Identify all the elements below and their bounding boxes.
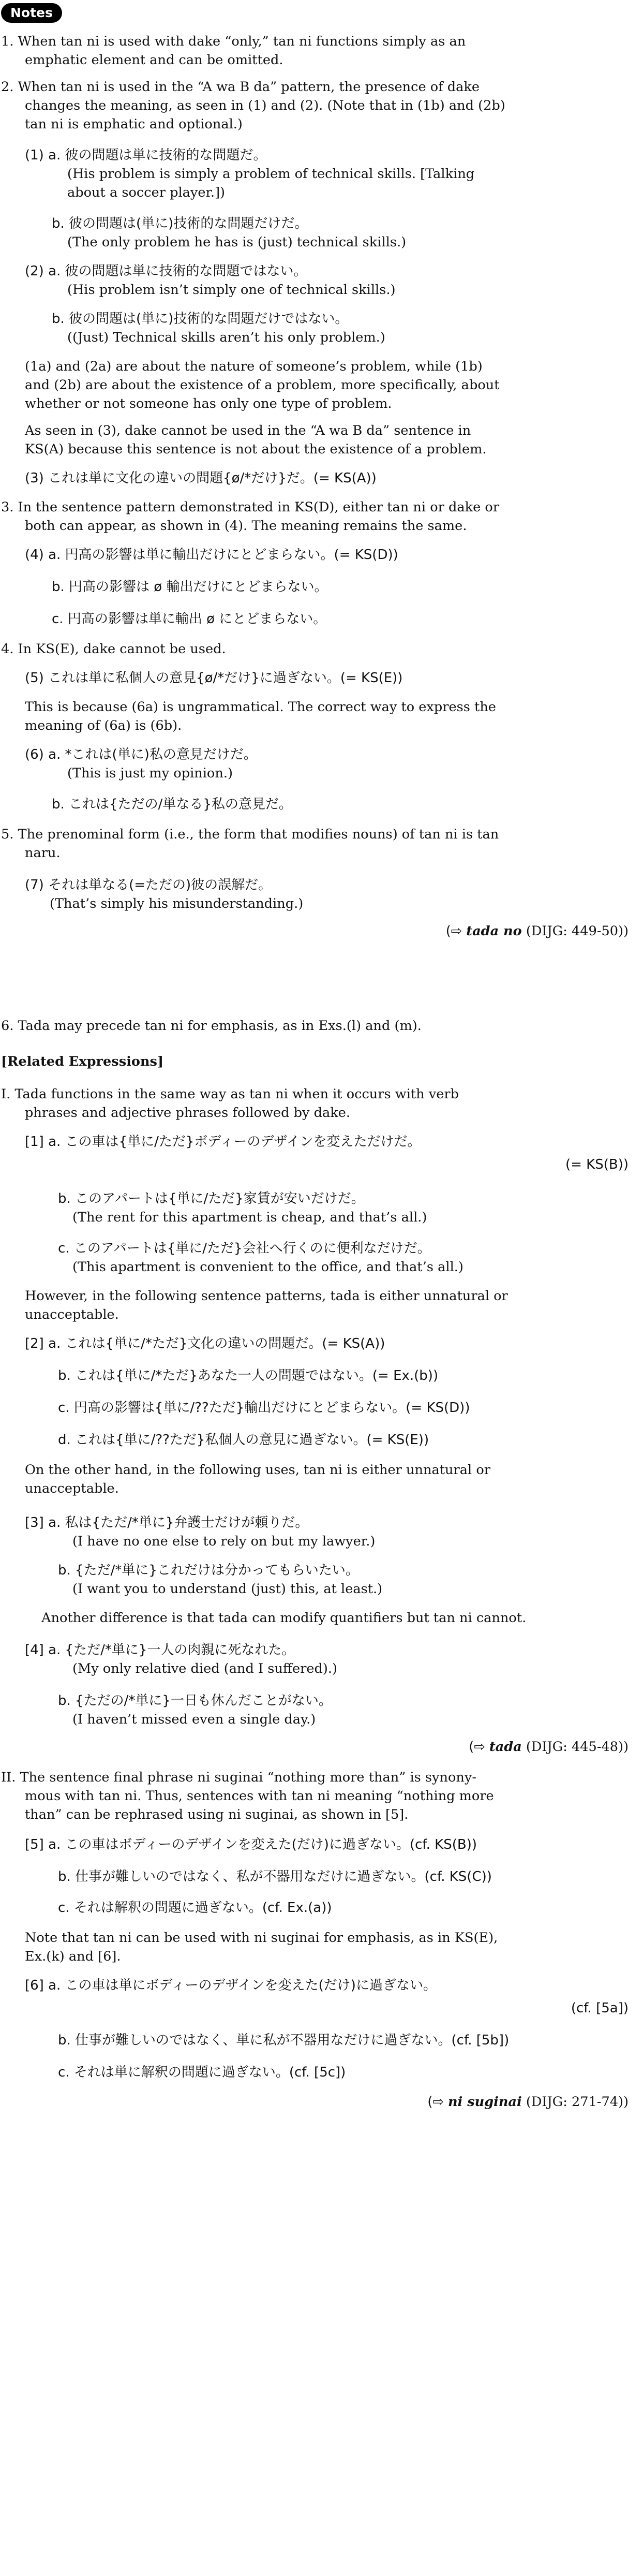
body-text-line: changes the meaning, as seen in (1) and (2). (Note that in (1b) and (2b) <box>25 98 505 113</box>
example-sentence: (cf. [5a]) <box>571 2000 629 2016</box>
example-sentence: (4) a. 円高の影響は単に輸出だけにとどまらない。(= KS(D)) <box>25 547 398 563</box>
body-text-line: (I want you to understand (just) this, at least.) <box>72 1581 383 1597</box>
example-sentence: (7) それは単なる(=ただの)彼の誤解だ。 <box>25 877 272 893</box>
example-sentence: (= KS(B)) <box>565 1157 629 1172</box>
cross-reference[interactable] <box>446 923 629 939</box>
example-sentence: b. {ただ/*単に}これだけは分かってもらいたい。 <box>58 1563 359 1578</box>
example-sentence: (1) a. 彼の問題は単に技術的な問題だ。 <box>25 148 267 163</box>
body-text-line: 3. In the sentence pattern demonstrated in KS(D), either tan ni or dake or <box>1 499 500 515</box>
body-text-line: (That’s simply his misunderstanding.) <box>50 896 304 911</box>
body-text-line: unacceptable. <box>25 1307 119 1322</box>
cross-reference[interactable] <box>427 2094 629 2110</box>
body-text-line: II. The sentence final phrase ni suginai “nothing more than” is synony- <box>1 1770 476 1785</box>
arrow-right-icon: (⇨ <box>445 923 467 939</box>
example-sentence: (6) a. *これは(単に)私の意見だけだ。 <box>25 747 257 762</box>
body-text-line: 4. In KS(E), dake cannot be used. <box>1 641 226 657</box>
cross-reference-term: ni suginai <box>447 2094 522 2110</box>
body-text-line: (This apartment is convenient to the office, and that’s all.) <box>72 1259 463 1275</box>
example-sentence: c. このアパートは{単に/ただ}会社へ行くのに便利なだけだ。 <box>58 1241 431 1256</box>
body-text-line: and (2b) are about the existence of a problem, more specifically, about <box>25 377 500 393</box>
body-text-line: As seen in (3), dake cannot be used in the “A wa B da” sentence in <box>25 423 471 438</box>
example-sentence: b. 仕事が難しいのではなく、私が不器用なだけに過ぎない。(cf. KS(C)) <box>58 1869 492 1885</box>
example-sentence: d. これは{単に/??ただ}私個人の意見に過ぎない。(= KS(E)) <box>58 1432 429 1448</box>
body-text-line: mous with tan ni. Thus, sentences with tan ni meaning “nothing more <box>25 1788 494 1804</box>
arrow-right-icon: (⇨ <box>427 2094 448 2110</box>
notes-badge: Notes <box>1 3 62 23</box>
cross-reference-source: (DIJG: 445-48)) <box>521 1739 629 1755</box>
body-text-line: However, in the following sentence patterns, tada is either unnatural or <box>25 1288 508 1304</box>
body-text-line: 6. Tada may precede tan ni for emphasis, as in Exs.(l) and (m). <box>1 1018 422 1034</box>
example-sentence: [4] a. {ただ/*単に}一人の肉親に死なれた。 <box>25 1642 295 1658</box>
example-sentence: [1] a. この車は{単に/ただ}ボディーのデザインを変えただけだ。 <box>25 1134 421 1150</box>
example-sentence: b. 仕事が難しいのではなく、単に私が不器用なだけに過ぎない。(cf. [5b]) <box>58 2033 510 2048</box>
example-sentence: c. 円高の影響は単に輸出 ø にとどまらない。 <box>52 611 327 627</box>
example-sentence: (3) これは単に文化の違いの問題{ø/*だけ}だ。(= KS(A)) <box>25 470 377 486</box>
example-sentence: [2] a. これは{単に/*ただ}文化の違いの問題だ。(= KS(A)) <box>25 1336 385 1351</box>
body-text-line: I. Tada functions in the same way as tan ni when it occurs with verb <box>1 1086 459 1102</box>
body-text-line: about a soccer player.]) <box>67 185 226 200</box>
body-text-line: both can appear, as shown in (4). The meaning remains the same. <box>25 518 467 534</box>
body-text-line: whether or not someone has only one type of problem. <box>25 396 392 411</box>
body-text-line: tan ni is emphatic and optional.) <box>25 116 243 132</box>
example-sentence: [3] a. 私は{ただ/*単に}弁護士だけが頼りだ。 <box>25 1515 309 1530</box>
body-text-line: ((Just) Technical skills aren’t his only problem.) <box>67 330 385 345</box>
body-text-line: (1a) and (2a) are about the nature of someone’s problem, while (1b) <box>25 359 483 374</box>
example-sentence: [5] a. この車はボディーのデザインを変えた(だけ)に過ぎない。(cf. KS(B)) <box>25 1837 477 1852</box>
body-text-line: On the other hand, in the following uses, tan ni is either unnatural or <box>25 1462 490 1478</box>
body-text-line: Ex.(k) and [6]. <box>25 1949 121 1964</box>
body-text-line: meaning of (6a) is (6b). <box>25 718 182 733</box>
body-text-line: (His problem isn’t simply one of technical skills.) <box>67 282 396 298</box>
body-text-line: 1. When tan ni is used with dake “only,” tan ni functions simply as an <box>1 34 466 49</box>
body-text-line: phrases and adjective phrases followed by dake. <box>25 1105 350 1121</box>
body-text-line: (I have no one else to rely on but my lawyer.) <box>72 1534 376 1549</box>
arrow-right-icon: (⇨ <box>469 1739 489 1755</box>
body-text-line: Another difference is that tada can modify quantifiers but tan ni cannot. <box>41 1610 527 1626</box>
example-sentence: (5) これは単に私個人の意見{ø/*だけ}に過ぎない。(= KS(E)) <box>25 670 403 686</box>
cross-reference[interactable] <box>469 1739 629 1755</box>
body-text-line: (The rent for this apartment is cheap, and that’s all.) <box>72 1210 427 1225</box>
body-text-line: unacceptable. <box>25 1481 119 1496</box>
body-text-line: naru. <box>25 845 61 861</box>
example-sentence: b. 彼の問題は(単に)技術的な問題だけではない。 <box>52 311 349 327</box>
example-sentence: b. これは{ただの/単なる}私の意見だ。 <box>52 797 292 812</box>
example-sentence: [6] a. この車は単にボディーのデザインを変えた(だけ)に過ぎない。 <box>25 1978 437 1993</box>
cross-reference-term: tada no <box>466 923 522 939</box>
body-text-line: (The only problem he has is (just) technical skills.) <box>67 234 407 250</box>
cross-reference-term: tada <box>489 1739 522 1755</box>
body-text-line: (His problem is simply a problem of technical skills. [Talking <box>67 166 475 182</box>
example-sentence: c. それは単に解釈の問題に過ぎない。(cf. [5c]) <box>58 2065 346 2080</box>
body-text-line: 5. The prenominal form (i.e., the form that modifies nouns) of tan ni is tan <box>1 827 499 842</box>
body-text-line: emphatic element and can be omitted. <box>25 52 283 68</box>
example-sentence: c. 円高の影響は{単に/??ただ}輸出だけにとどまらない。(= KS(D)) <box>58 1400 470 1416</box>
cross-reference-source: (DIJG: 271-74)) <box>521 2094 629 2110</box>
cross-reference-source: (DIJG: 449-50)) <box>521 923 629 939</box>
body-text-line: KS(A) because this sentence is not about the existence of a problem. <box>25 441 487 457</box>
related-expressions-heading: [Related Expressions] <box>1 1054 164 1069</box>
example-sentence: b. 円高の影響は ø 輸出だけにとどまらない。 <box>52 579 328 595</box>
example-sentence: b. このアパートは{単に/ただ}家賃が安いだけだ。 <box>58 1191 365 1206</box>
body-text-line: (My only relative died (and I suffered).) <box>72 1661 338 1676</box>
example-sentence: b. これは{単に/*ただ}あなた一人の問題ではない。(= Ex.(b)) <box>58 1368 439 1383</box>
body-text-line: This is because (6a) is ungrammatical. The correct way to express the <box>25 699 496 715</box>
body-text-line: Note that tan ni can be used with ni suginai for emphasis, as in KS(E), <box>25 1930 498 1946</box>
body-text-line: (I haven’t missed even a single day.) <box>72 1712 316 1727</box>
body-text-line: (This is just my opinion.) <box>67 766 233 781</box>
body-text-line: than” can be rephrased using ni suginai, as shown in [5]. <box>25 1807 409 1822</box>
example-sentence: c. それは解釈の問題に過ぎない。(cf. Ex.(a)) <box>58 1900 332 1916</box>
example-sentence: (2) a. 彼の問題は単に技術的な問題ではない。 <box>25 263 307 279</box>
body-text-line: 2. When tan ni is used in the “A wa B da” pattern, the presence of dake <box>1 79 480 95</box>
example-sentence: b. 彼の問題は(単に)技術的な問題だけだ。 <box>52 216 308 231</box>
example-sentence: b. {ただの/*単に}一日も休んだことがない。 <box>58 1693 332 1709</box>
